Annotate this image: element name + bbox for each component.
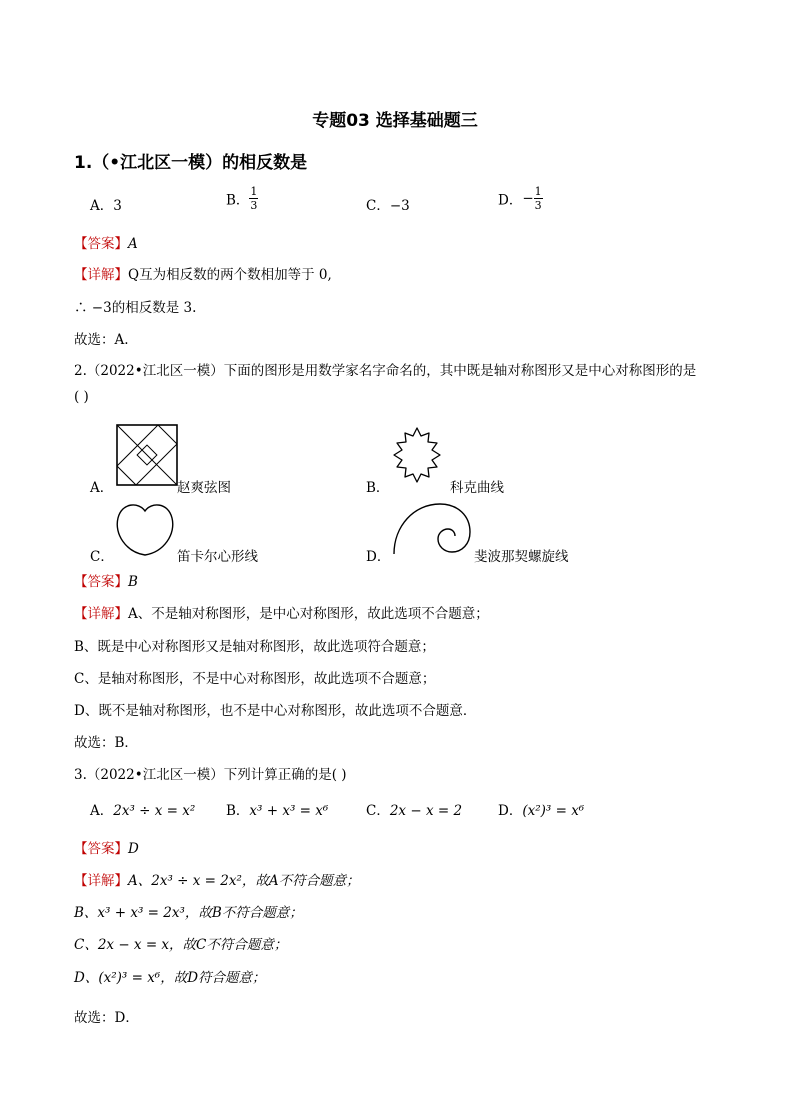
question-1-stem: 1.（•江北区一模）的相反数是	[74, 153, 308, 173]
q1-detail-line-1: 【详解】Q互为相反数的两个数相加等于 0,	[74, 267, 332, 283]
koch-curve	[386, 424, 448, 486]
q2-detail-line-1: 【详解】A、不是轴对称图形，是中心对称图形，故此选项不合题意；	[74, 606, 489, 622]
q3-detail-line-5: 故选：D．	[74, 1010, 139, 1026]
q2-detail-line-3: C、是轴对称图形，不是中心对称图形，故此选项不合题意；	[74, 671, 436, 687]
q2-detail-line-5: 故选：B．	[74, 735, 138, 751]
q3-detail-line-1: 【详解】A、2x³ ÷ x = 2x²，故A不符合题意；	[74, 873, 360, 889]
q1-detail-line-2: ∴ −3的相反数是 3.	[74, 300, 197, 316]
q2-detail-line-4: D、既不是轴对称图形，也不是中心对称图形，故此选项不合题意．	[74, 703, 477, 719]
q1-option-d: D．− $\frac{1}{3}$	[498, 185, 542, 212]
q2-option-a-label: 赵爽弦图	[177, 480, 231, 496]
q3-detail-line-4: D、(x²)³ = x⁶，故D符合题意；	[74, 970, 266, 986]
q3-option-c: C．2x − x = 2	[366, 803, 463, 819]
q2-option-b-label: 科克曲线	[450, 480, 504, 496]
question-3-stem: 3.（2022•江北区一模）下列计算正确的是( )	[74, 767, 347, 783]
question-2-stem-paren: ( )	[74, 389, 89, 405]
fibonacci-spiral	[388, 498, 474, 558]
page-title: 专题03 选择基础题三	[312, 111, 478, 131]
q2-option-c-letter: C．	[90, 549, 114, 565]
q3-option-b: B．x³ + x³ = x⁶	[226, 803, 329, 819]
q1-option-c: C．−3	[366, 198, 410, 214]
q2-answer: 【答案】B	[74, 574, 138, 590]
q1-option-a: A．3	[90, 198, 122, 214]
q2-option-d-letter: D．	[366, 549, 391, 565]
q3-option-a: A．2x³ ÷ x = x²	[90, 803, 196, 819]
q2-option-b-letter: B．	[366, 480, 390, 496]
question-2-stem: 2.（2022•江北区一模）下面的图形是用数学家名字命名的，其中既是轴对称图形又是中心对称图形的是	[74, 363, 697, 379]
zhao-shuang-diagram	[116, 424, 178, 486]
q2-option-a-letter: A．	[90, 480, 114, 496]
q3-option-d: D．(x²)³ = x⁶	[498, 803, 585, 819]
q3-detail-line-2: B、x³ + x³ = 2x³，故B不符合题意；	[74, 905, 303, 921]
q1-detail-line-3: 故选：A.	[74, 332, 129, 348]
q1-answer: 【答案】A	[74, 236, 138, 252]
q3-detail-line-3: C、2x − x = x，故C不符合题意；	[74, 937, 288, 953]
q2-option-d-label: 斐波那契螺旋线	[474, 549, 569, 565]
q1-option-b: B． $\frac{1}{3}$	[226, 185, 258, 212]
q3-answer: 【答案】D	[74, 841, 139, 857]
q2-option-c-label: 笛卡尔心形线	[177, 549, 258, 565]
cardioid-curve	[114, 500, 176, 558]
q2-detail-line-2: B、既是中心对称图形又是轴对称图形，故此选项符合题意；	[74, 639, 435, 655]
